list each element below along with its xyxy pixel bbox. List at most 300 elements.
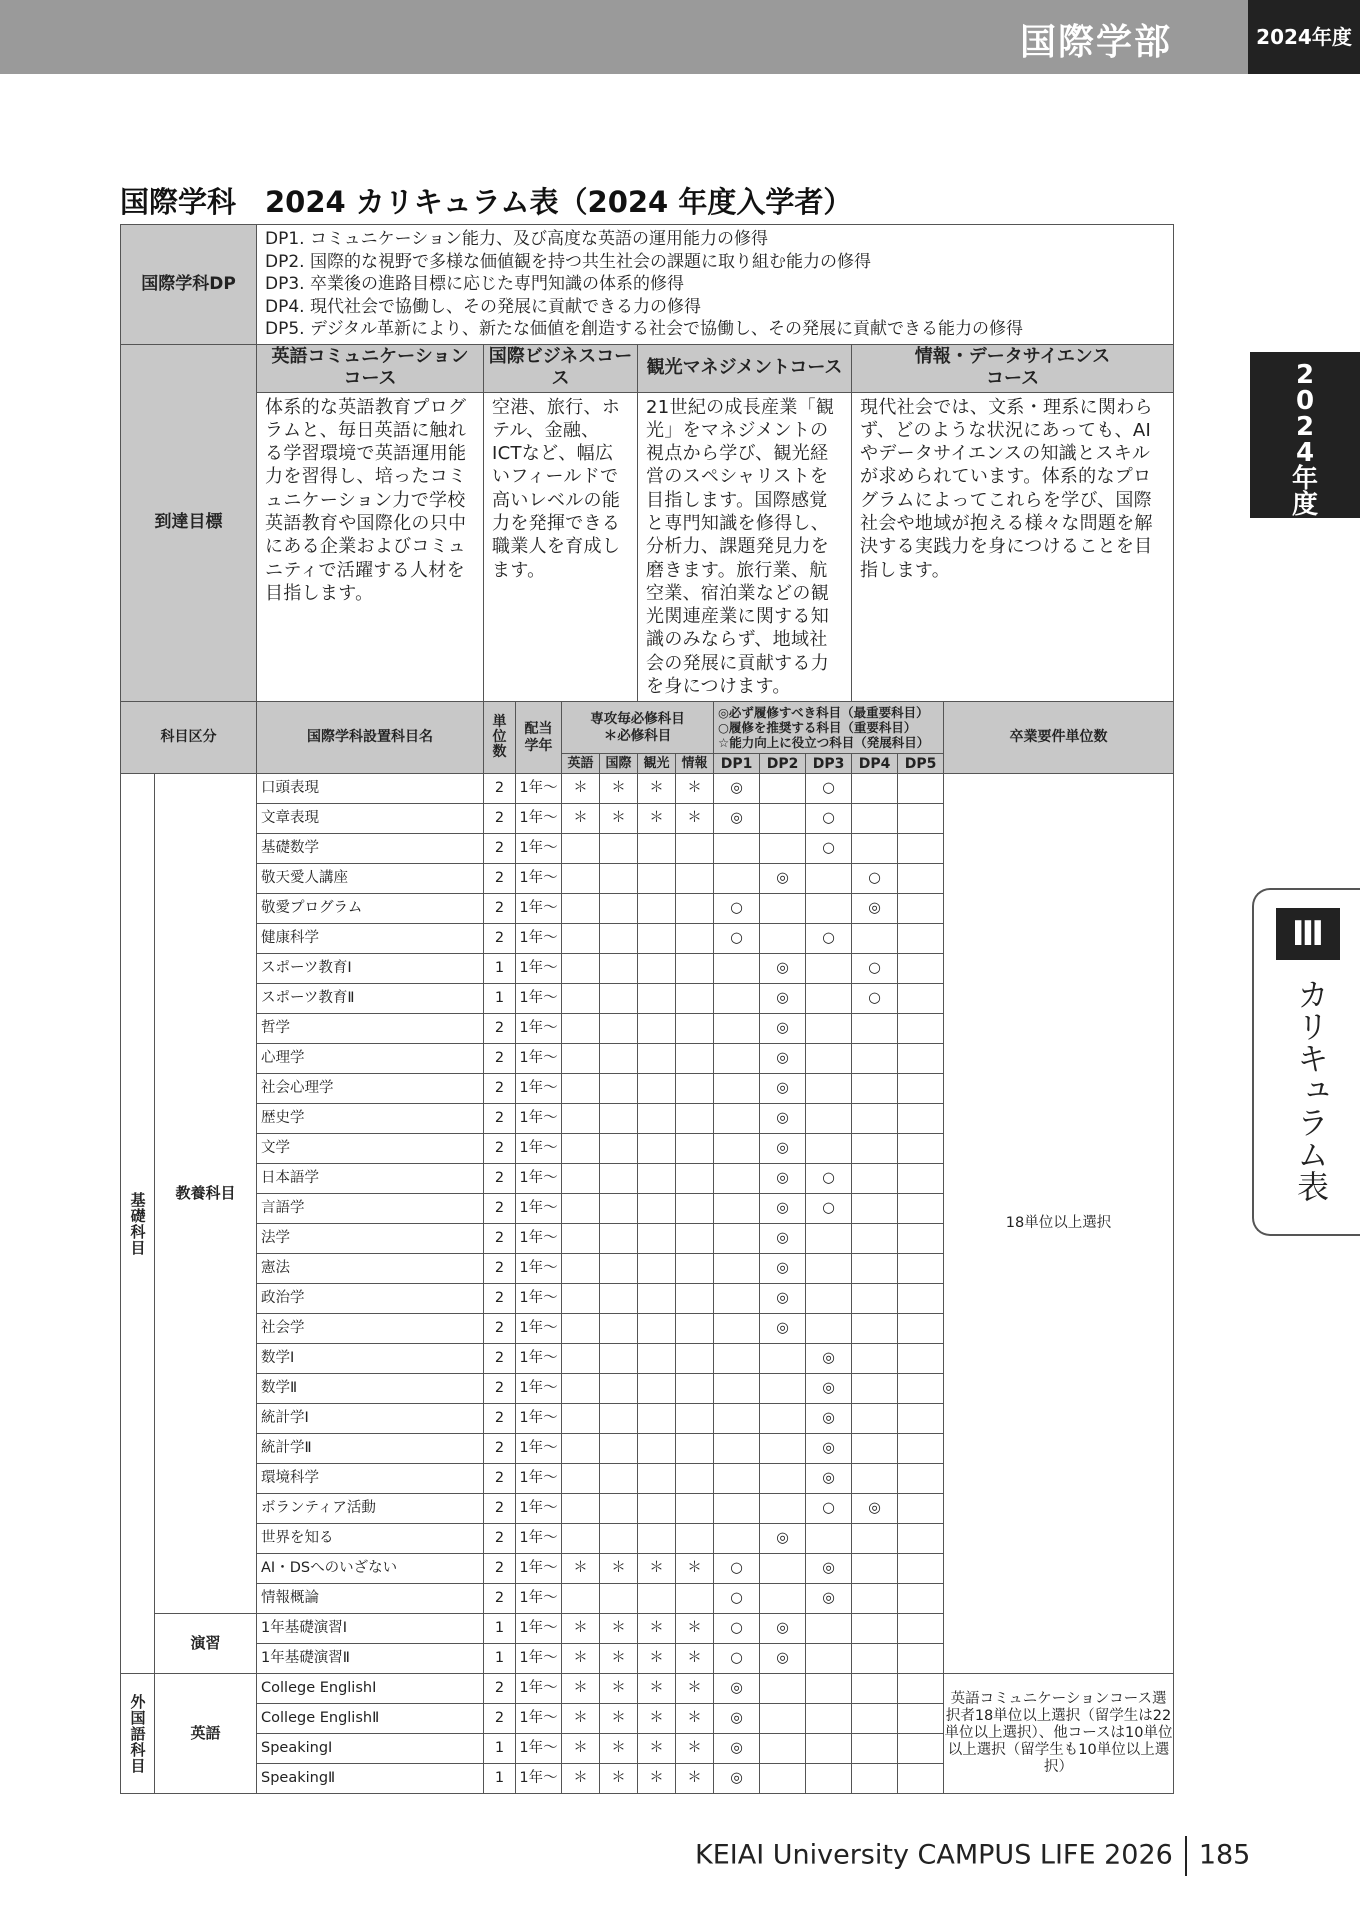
course-name-english: 英語コミュニケーション コース — [257, 344, 484, 392]
subject-name: 統計学Ⅰ — [257, 1404, 484, 1434]
dp-mark: ○ — [852, 984, 898, 1014]
subject-credits: 2 — [484, 1254, 516, 1284]
required-mark — [676, 1314, 714, 1344]
required-mark — [676, 1494, 714, 1524]
required-mark — [638, 1494, 676, 1524]
subject-year: 1年～ — [516, 1704, 562, 1734]
dp-mark: ◎ — [760, 1014, 806, 1044]
required-mark — [676, 1584, 714, 1614]
subject-year: 1年～ — [516, 984, 562, 1014]
required-mark — [562, 1344, 600, 1374]
dp-mark — [898, 1374, 944, 1404]
dp-mark — [852, 1584, 898, 1614]
subject-credits: 1 — [484, 1764, 516, 1794]
required-mark — [600, 924, 638, 954]
dp-mark — [852, 834, 898, 864]
dp-item: DP1. コミュニケーション能力、及び高度な英語の運用能力の修得 — [265, 229, 768, 249]
required-mark: ＊ — [600, 1614, 638, 1644]
required-mark — [562, 1014, 600, 1044]
dp-mark — [760, 1734, 806, 1764]
required-mark — [600, 954, 638, 984]
dp-mark — [898, 1074, 944, 1104]
dp-mark — [898, 804, 944, 834]
required-mark — [600, 1164, 638, 1194]
required-mark — [600, 1194, 638, 1224]
dp-mark: ◎ — [760, 1044, 806, 1074]
dp-mark: ◎ — [714, 804, 760, 834]
side-year-char: 4 — [1295, 438, 1315, 468]
requirement-header: 卒業要件単位数 — [944, 702, 1174, 774]
credits-header: 単 位 数 — [484, 702, 516, 774]
subject-name: 社会心理学 — [257, 1074, 484, 1104]
required-mark — [562, 1434, 600, 1464]
dp-mark — [852, 1614, 898, 1644]
required-mark: ＊ — [562, 1734, 600, 1764]
dp-mark — [852, 1374, 898, 1404]
legend-header: ◎必ず履修すべき科目（最重要科目） ○履修を推奨する科目（重要科目） ☆能力向上に役立つ科目（発展科目） — [714, 702, 944, 754]
required-mark — [676, 954, 714, 984]
dp-mark — [898, 1284, 944, 1314]
dp-mark — [852, 804, 898, 834]
dp-mark — [760, 1674, 806, 1704]
dp-mark — [714, 1164, 760, 1194]
required-mark: ＊ — [562, 1614, 600, 1644]
dp-mark — [898, 1314, 944, 1344]
dp-mark — [898, 834, 944, 864]
dp-mark — [898, 1554, 944, 1584]
required-mark: ＊ — [638, 1644, 676, 1674]
subject-name: 情報概論 — [257, 1584, 484, 1614]
dp-mark: ◎ — [714, 1674, 760, 1704]
required-mark — [600, 1374, 638, 1404]
required-mark: ＊ — [562, 774, 600, 804]
dp-mark: ◎ — [760, 864, 806, 894]
required-mark — [676, 1074, 714, 1104]
dp-mark — [806, 984, 852, 1014]
subject-year: 1年～ — [516, 1314, 562, 1344]
dp-mark — [760, 834, 806, 864]
dp-mark: ○ — [714, 894, 760, 924]
required-mark: ＊ — [562, 1704, 600, 1734]
required-mark — [638, 1254, 676, 1284]
goal-english: 体系的な英語教育プログラムと、毎日英語に触れる学習環境で英語運用能力を習得し、培ったコミュニケーション力で学校英語教育や国際化の只中にある企業およびコミュニティで活躍する人材を目指します。 — [257, 392, 484, 702]
group-gaikoku-label: 外国語科目 — [128, 1693, 147, 1774]
dp-mark — [852, 1224, 898, 1254]
dp-mark — [898, 1014, 944, 1044]
footer-divider — [1185, 1836, 1187, 1876]
required-mark — [600, 1044, 638, 1074]
dp-mark: ◎ — [852, 894, 898, 924]
required-mark: ＊ — [676, 1554, 714, 1584]
required-mark — [638, 1074, 676, 1104]
dp-mark — [898, 1254, 944, 1284]
subject-credits: 2 — [484, 1674, 516, 1704]
dp-mark — [806, 1284, 852, 1314]
subject-year: 1年～ — [516, 774, 562, 804]
subject-year: 1年～ — [516, 1674, 562, 1704]
required-mark — [638, 1164, 676, 1194]
dp-mark — [898, 1734, 944, 1764]
dp-mark — [898, 954, 944, 984]
dp-mark — [898, 1344, 944, 1374]
dp-mark — [898, 1764, 944, 1794]
subject-credits: 2 — [484, 834, 516, 864]
dp-mark — [898, 1524, 944, 1554]
dp-mark — [714, 1134, 760, 1164]
required-mark — [600, 1404, 638, 1434]
dp-mark: ◎ — [806, 1374, 852, 1404]
subject-year: 1年～ — [516, 1254, 562, 1284]
required-mark: ＊ — [562, 1554, 600, 1584]
subject-year: 1年～ — [516, 1644, 562, 1674]
required-mark — [638, 1014, 676, 1044]
required-mark — [600, 1494, 638, 1524]
dp-mark — [852, 1284, 898, 1314]
side-year-char: 年 — [1291, 464, 1318, 494]
dp-mark: ○ — [806, 834, 852, 864]
dp-mark — [806, 1044, 852, 1074]
subject-credits: 1 — [484, 1644, 516, 1674]
required-mark — [600, 1464, 638, 1494]
subject-header: 国際学科設置科目名 — [257, 702, 484, 774]
dp-mark — [714, 1494, 760, 1524]
required-mark: ＊ — [638, 1674, 676, 1704]
subject-name: 文学 — [257, 1134, 484, 1164]
required-mark — [676, 894, 714, 924]
required-mark — [562, 1224, 600, 1254]
required-mark: ＊ — [638, 1764, 676, 1794]
subject-name: 数学Ⅰ — [257, 1344, 484, 1374]
required-mark: ＊ — [638, 1734, 676, 1764]
dp-mark — [714, 1434, 760, 1464]
subject-year: 1年～ — [516, 1044, 562, 1074]
dp-mark: ◎ — [760, 1644, 806, 1674]
dp-mark: ◎ — [852, 1494, 898, 1524]
subject-name: 口頭表現 — [257, 774, 484, 804]
course-name-business: 国際ビジネスコース — [484, 344, 638, 392]
subject-name: 文章表現 — [257, 804, 484, 834]
dp-mark — [852, 774, 898, 804]
year-header: 配当 学年 — [516, 702, 562, 774]
dp-mark — [852, 1164, 898, 1194]
dp-mark — [898, 864, 944, 894]
required-mark: ＊ — [676, 1704, 714, 1734]
required-mark — [676, 1404, 714, 1434]
dp-mark — [714, 864, 760, 894]
dp-mark — [806, 1014, 852, 1044]
dp-mark — [760, 804, 806, 834]
subject-credits: 1 — [484, 1614, 516, 1644]
subject-name: 統計学Ⅱ — [257, 1434, 484, 1464]
dp-mark: ○ — [714, 924, 760, 954]
course-col-business: 国際 — [600, 754, 638, 774]
dp-mark: ◎ — [714, 1734, 760, 1764]
dp-mark — [852, 1344, 898, 1374]
dp-mark — [898, 1194, 944, 1224]
subject-year: 1年～ — [516, 1524, 562, 1554]
subject-name: 1年基礎演習Ⅱ — [257, 1644, 484, 1674]
dp-mark — [898, 894, 944, 924]
dp-mark — [852, 1314, 898, 1344]
subject-year: 1年～ — [516, 1014, 562, 1044]
subject-name: SpeakingⅠ — [257, 1734, 484, 1764]
dp-mark — [806, 1644, 852, 1674]
required-mark — [600, 1014, 638, 1044]
required-mark: ＊ — [638, 804, 676, 834]
dp-mark: ◎ — [806, 1584, 852, 1614]
dp-mark: ◎ — [714, 774, 760, 804]
subject-credits: 2 — [484, 1044, 516, 1074]
dp-mark — [898, 774, 944, 804]
subject-year: 1年～ — [516, 864, 562, 894]
dp-mark — [852, 1254, 898, 1284]
required-mark — [676, 1224, 714, 1254]
dp-mark — [898, 1164, 944, 1194]
goal-tourism: 21世紀の成長産業「観光」をマネジメントの視点から学び、観光経営のスペシャリストを目指します。国際感覚と専門知識を修得し、分析力、課題発見力を磨きます。旅行業、航空業、宿泊業などの観光関連産業に関する知識のみならず、地域社会の発展に貢献する力を身につけます。 — [638, 392, 852, 702]
course-col-english: 英語 — [562, 754, 600, 774]
subject-year: 1年～ — [516, 1404, 562, 1434]
required-mark — [638, 894, 676, 924]
category-header: 科目区分 — [121, 702, 257, 774]
table-row — [121, 1674, 1174, 1704]
subject-credits: 2 — [484, 1014, 516, 1044]
dp-mark: ○ — [852, 954, 898, 984]
required-mark — [562, 1494, 600, 1524]
goal-data-science: 現代社会では、文系・理系に関わらず、どのような状況にあっても、AIやデータサイエンスの知識とスキルが求められています。体系的なプログラムによってこれらを学び、国際社会や地域が抱える様々な問題を解決する実践力を身につけることを目指します。 — [852, 392, 1174, 702]
course-col-tourism: 観光 — [638, 754, 676, 774]
dp-mark — [714, 1074, 760, 1104]
dp-mark: ○ — [714, 1644, 760, 1674]
dp-mark — [898, 1434, 944, 1464]
subject-name: 歴史学 — [257, 1104, 484, 1134]
dp-mark — [898, 1224, 944, 1254]
required-mark — [562, 864, 600, 894]
required-mark: ＊ — [600, 1644, 638, 1674]
subject-credits: 2 — [484, 1194, 516, 1224]
dp-mark: ◎ — [760, 1194, 806, 1224]
subject-name: 環境科学 — [257, 1464, 484, 1494]
dp-col-3: DP3 — [806, 754, 852, 774]
dp-mark: ○ — [714, 1554, 760, 1584]
dp-mark — [806, 1314, 852, 1344]
side-year-char: 2 — [1295, 412, 1315, 442]
subject-credits: 2 — [484, 1704, 516, 1734]
dp-mark: ◎ — [806, 1344, 852, 1374]
dp-mark — [760, 1344, 806, 1374]
dp-mark — [898, 1044, 944, 1074]
required-mark — [600, 1134, 638, 1164]
subject-credits: 1 — [484, 1734, 516, 1764]
subject-year: 1年～ — [516, 1434, 562, 1464]
dp-mark — [852, 1674, 898, 1704]
subject-year: 1年～ — [516, 1284, 562, 1314]
group-kyoyo: 教養科目 — [155, 774, 257, 1614]
required-mark — [600, 1104, 638, 1134]
subject-year: 1年～ — [516, 1224, 562, 1254]
required-mark — [638, 1314, 676, 1344]
required-mark — [638, 984, 676, 1014]
required-mark — [676, 1254, 714, 1284]
required-mark — [600, 984, 638, 1014]
subject-year: 1年～ — [516, 1584, 562, 1614]
required-mark: ＊ — [562, 1764, 600, 1794]
chapter-tab — [1252, 888, 1360, 1236]
dp-mark — [806, 1734, 852, 1764]
required-mark — [562, 1254, 600, 1284]
course-name-data-science: 情報・データサイエンス コース — [852, 344, 1174, 392]
subject-name: SpeakingⅡ — [257, 1764, 484, 1794]
dp-mark — [760, 1494, 806, 1524]
curriculum-table — [120, 224, 1174, 1794]
dp-mark — [852, 1104, 898, 1134]
dp-mark — [760, 1764, 806, 1794]
group-kiso-label: 基礎科目 — [128, 1191, 147, 1256]
required-mark — [638, 1464, 676, 1494]
dp-mark: ○ — [806, 924, 852, 954]
dp-mark — [714, 1194, 760, 1224]
subject-credits: 2 — [484, 1224, 516, 1254]
subject-credits: 2 — [484, 1524, 516, 1554]
footer-text: KEIAI University CAMPUS LIFE 2026 — [695, 1839, 1173, 1871]
required-mark — [562, 1314, 600, 1344]
subject-year: 1年～ — [516, 1764, 562, 1794]
dp-mark — [806, 1104, 852, 1134]
subject-name: スポーツ教育Ⅱ — [257, 984, 484, 1014]
dp-mark — [760, 1584, 806, 1614]
required-mark — [676, 834, 714, 864]
subject-name: 言語学 — [257, 1194, 484, 1224]
dp-mark — [760, 924, 806, 954]
dp-col-2: DP2 — [760, 754, 806, 774]
subject-name: 数学Ⅱ — [257, 1374, 484, 1404]
dp-mark — [898, 1674, 944, 1704]
required-mark — [562, 1044, 600, 1074]
required-mark — [676, 1284, 714, 1314]
subject-year: 1年～ — [516, 1194, 562, 1224]
required-mark — [638, 1224, 676, 1254]
dp-mark — [760, 1434, 806, 1464]
required-mark — [676, 1104, 714, 1134]
required-mark — [562, 924, 600, 954]
required-mark — [638, 1044, 676, 1074]
subject-credits: 2 — [484, 1314, 516, 1344]
requirement-kiso: 18単位以上選択 — [944, 774, 1174, 1674]
dp-mark — [852, 1074, 898, 1104]
dp-mark — [898, 1464, 944, 1494]
required-mark — [638, 864, 676, 894]
required-mark — [600, 1224, 638, 1254]
goals-label: 到達目標 — [121, 344, 257, 702]
dp-mark — [714, 1464, 760, 1494]
group-gaikoku — [121, 1674, 155, 1794]
dp-mark — [898, 924, 944, 954]
dp-mark: ◎ — [714, 1704, 760, 1734]
subject-credits: 2 — [484, 774, 516, 804]
dp-mark: ◎ — [760, 984, 806, 1014]
dp-mark — [852, 1524, 898, 1554]
side-year-char: 度 — [1291, 490, 1318, 520]
dp-mark — [898, 1104, 944, 1134]
subject-year: 1年～ — [516, 804, 562, 834]
dp-mark: ◎ — [760, 1164, 806, 1194]
dp-mark — [806, 1524, 852, 1554]
dp-col-4: DP4 — [852, 754, 898, 774]
subject-credits: 2 — [484, 1404, 516, 1434]
required-mark: ＊ — [676, 1644, 714, 1674]
dp-mark — [852, 1044, 898, 1074]
subject-credits: 1 — [484, 954, 516, 984]
dp-mark: ○ — [806, 1194, 852, 1224]
required-mark: ＊ — [562, 804, 600, 834]
required-mark: ＊ — [676, 804, 714, 834]
required-mark — [562, 1194, 600, 1224]
required-mark — [600, 1314, 638, 1344]
subject-name: 1年基礎演習Ⅰ — [257, 1614, 484, 1644]
subject-year: 1年～ — [516, 894, 562, 924]
subject-year: 1年～ — [516, 1554, 562, 1584]
subject-year: 1年～ — [516, 1074, 562, 1104]
required-mark — [600, 864, 638, 894]
subject-name: 憲法 — [257, 1254, 484, 1284]
dp-mark: ◎ — [760, 1524, 806, 1554]
subject-credits: 2 — [484, 1284, 516, 1314]
dp-mark — [760, 1374, 806, 1404]
dp-mark: ◎ — [760, 1224, 806, 1254]
subject-name: スポーツ教育Ⅰ — [257, 954, 484, 984]
required-mark — [562, 1074, 600, 1104]
dp-mark — [852, 1764, 898, 1794]
course-name-tourism: 観光マネジメントコース — [638, 344, 852, 392]
dp-mark — [714, 1254, 760, 1284]
required-mark: ＊ — [638, 1704, 676, 1734]
required-mark — [600, 1254, 638, 1284]
required-mark — [676, 1014, 714, 1044]
dp-mark — [898, 1584, 944, 1614]
required-mark — [562, 1374, 600, 1404]
subject-credits: 2 — [484, 1074, 516, 1104]
required-mark — [676, 1164, 714, 1194]
year-badge: 2024年度 — [1248, 0, 1360, 74]
page-number: 185 — [1198, 1839, 1251, 1871]
required-mark: ＊ — [676, 1764, 714, 1794]
subject-credits: 2 — [484, 1104, 516, 1134]
dp-mark — [852, 1644, 898, 1674]
group-enshu: 演習 — [155, 1614, 257, 1674]
required-mark — [676, 984, 714, 1014]
required-mark — [638, 1434, 676, 1464]
subject-credits: 2 — [484, 894, 516, 924]
required-mark: ＊ — [600, 774, 638, 804]
subject-year: 1年～ — [516, 1614, 562, 1644]
subject-year: 1年～ — [516, 924, 562, 954]
required-mark: ＊ — [600, 804, 638, 834]
dp-mark — [852, 1404, 898, 1434]
subject-year: 1年～ — [516, 954, 562, 984]
subject-year: 1年～ — [516, 1464, 562, 1494]
side-year-char: 2 — [1295, 360, 1315, 390]
subject-name: 心理学 — [257, 1044, 484, 1074]
required-mark: ＊ — [600, 1764, 638, 1794]
subject-name: ボランティア活動 — [257, 1494, 484, 1524]
required-mark — [676, 1044, 714, 1074]
subject-year: 1年～ — [516, 834, 562, 864]
side-year-tab — [1250, 352, 1360, 518]
course-col-data: 情報 — [676, 754, 714, 774]
dp-mark — [760, 894, 806, 924]
dp-mark: ○ — [806, 1164, 852, 1194]
required-mark — [676, 864, 714, 894]
dp-mark: ◎ — [760, 1284, 806, 1314]
